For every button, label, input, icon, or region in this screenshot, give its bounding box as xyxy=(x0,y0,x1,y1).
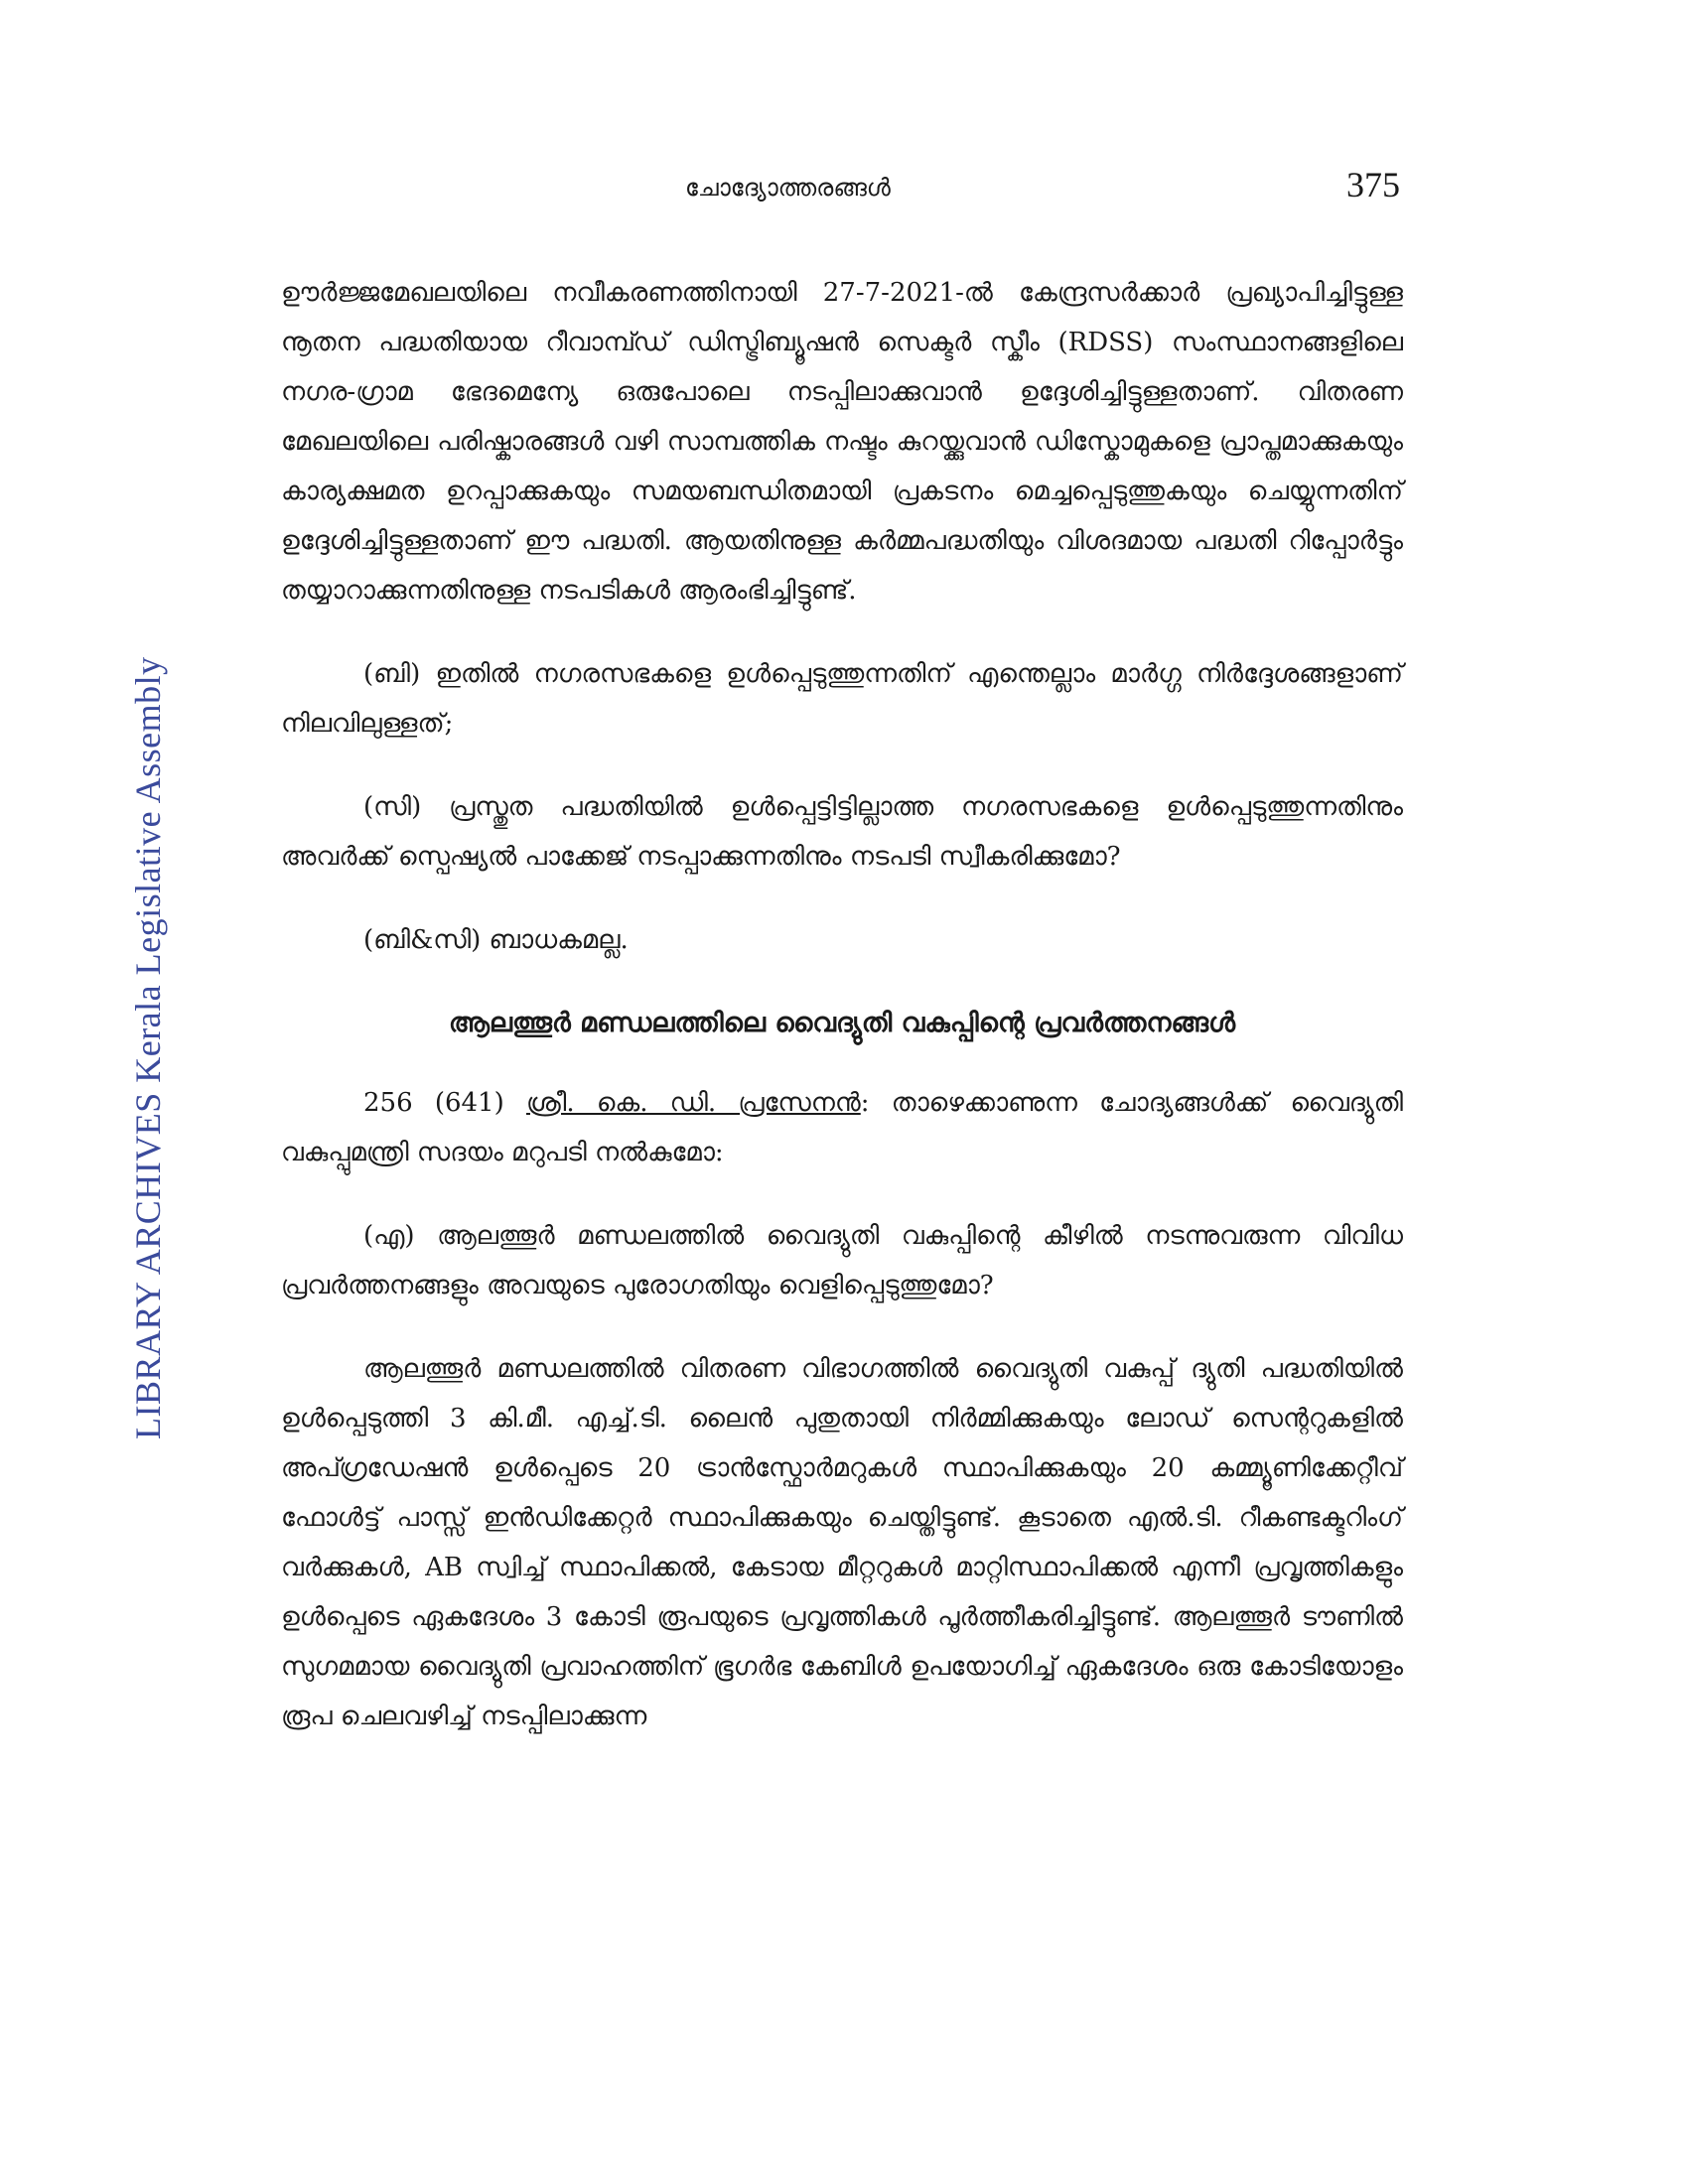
question-intro: : താഴെക്കാണുന്ന ചോദ്യങ്ങൾക്ക് വൈദ്യുതി വകുപ്പുമന്ത്രി സദയം മറുപടി നൽകുമോ: xyxy=(281,1088,1404,1167)
page-number: 375 xyxy=(1346,165,1400,205)
question-a-256-paragraph: (എ) ആലത്തൂർ മണ്ഡലത്തിൽ വൈദ്യുതി വകുപ്പിന്റെ കീഴിൽ നടന്നുവരുന്ന വിവിധ പ്രവർത്തനങ്ങളും അവയുടെ പുരോഗതിയും വെളിപ്പെടുത്തുമോ? xyxy=(281,1221,1403,1300)
section-heading: ആലത്തൂർ മണ്ഡലത്തിലെ വൈദ്യുതി വകുപ്പിന്റെ പ്രവർത്തനങ്ങൾ xyxy=(448,1008,1236,1038)
question-b-paragraph: (ബി) ഇതിൽ നഗരസഭകളെ ഉൾപ്പെടുത്തുന്നതിന് എന്തെല്ലാം മാർഗ്ഗ നിർദ്ദേശങ്ങളാണ് നിലവിലുള്ളത്; xyxy=(281,659,1403,739)
question-number: 256 (641) xyxy=(363,1088,504,1118)
answer-a-paragraph: ഊർജ്ജമേഖലയിലെ നവീകരണത്തിനായി 27-7-2021-ൽ കേന്ദ്രസർക്കാർ പ്രഖ്യാപിച്ചിട്ടുള്ള നൂതന പദ്ധതിയായ റീവാമ്പ്ഡ് ഡിസ്ട്രിബ്യൂഷൻ സെക്ടർ സ്കീം (RDSS) സംസ്ഥാനങ്ങളിലെ നഗര-ഗ്രാമ ഭേദമെന്യേ ഒരുപോലെ നടപ്പിലാക്കുവാൻ ഉദ്ദേശിച്ചിട്ടുള്ളതാണ്. വിതരണ മേഖലയിലെ പരിഷ്കാരങ്ങൾ വഴി സാമ്പത്തിക നഷ്ടം കുറയ്ക്കുവാൻ ഡിസ്കോമുകളെ പ്രാപ്തമാക്കുകയും കാര്യക്ഷമത ഉറപ്പാക്കുകയും സമയബന്ധിതമായി പ്രകടനം മെച്ചപ്പെടുത്തുകയും ചെയ്യുന്നതിന് ഉദ്ദേശിച്ചിട്ടുള്ളതാണ് ഈ പദ്ധതി. ആയതിനുള്ള കർമ്മപദ്ധതിയും വിശദമായ പദ്ധതി റിപ്പോർട്ടും തയ്യാറാക്കുന്നതിനുള്ള നടപടികൾ ആരംഭിച്ചിട്ടുണ്ട്. xyxy=(281,278,1403,606)
running-title: ചോദ്യോത്തരങ്ങൾ xyxy=(685,174,891,202)
question-c-paragraph: (സി) പ്രസ്തുത പദ്ധതിയിൽ ഉൾപ്പെട്ടിട്ടില്ലാത്ത നഗരസഭകളെ ഉൾപ്പെടുത്തുന്നതിനും അവർക്ക് സ്പെഷ്യൽ പാക്കേജ് നടപ്പാക്കുന്നതിനും നടപടി സ്വീകരിക്കുമോ? xyxy=(281,792,1403,872)
answer-bc-paragraph: (ബി&സി) ബാധകമല്ല. xyxy=(363,925,629,955)
archive-watermark: LIBRARY ARCHIVES Kerala Legislative Assembly xyxy=(128,656,168,1439)
page-body xyxy=(281,268,1403,1775)
member-name: ശ്രീ. കെ. ഡി. പ്രസേനൻ xyxy=(525,1088,861,1118)
answer-a-256-paragraph: ആലത്തൂർ മണ്ഡലത്തിൽ വിതരണ വിഭാഗത്തിൽ വൈദ്യുതി വകുപ്പ് ദ്യുതി പദ്ധതിയിൽ ഉൾപ്പെടുത്തി 3 കി.മീ. എച്ച്.ടി. ലൈൻ പുതുതായി നിർമ്മിക്കുകയും ലോഡ് സെന്ററുകളിൽ അപ്ഗ്രഡേഷൻ ഉൾപ്പെടെ 20 ട്രാൻസ്ഫോർമറുകൾ സ്ഥാപിക്കുകയും 20 കമ്മ്യൂണിക്കേറ്റീവ് ഫോൾട്ട് പാസ്സ് ഇൻഡിക്കേറ്റർ സ്ഥാപിക്കുകയും ചെയ്തിട്ടുണ്ട്. കൂടാതെ എൽ.ടി. റീകണ്ടക്ടറിംഗ് വർക്കുകൾ, AB സ്വിച്ച് സ്ഥാപിക്കൽ, കേടായ മീറ്ററുകൾ മാറ്റിസ്ഥാപിക്കൽ എന്നീ പ്രവൃത്തികളും ഉൾപ്പെടെ ഏകദേശം 3 കോടി രൂപയുടെ പ്രവൃത്തികൾ പൂർത്തീകരിച്ചിട്ടുണ്ട്. ആലത്തൂർ ടൗണിൽ സുഗമമായ വൈദ്യുതി പ്രവാഹത്തിന് ഭൂഗർഭ കേബിൾ ഉപയോഗിച്ച് ഏകദേശം ഒരു കോടിയോളം രൂപ ചെലവഴിച്ച് നടപ്പിലാക്കുന്ന xyxy=(281,1354,1403,1731)
question-256-paragraph xyxy=(281,1078,1403,1177)
